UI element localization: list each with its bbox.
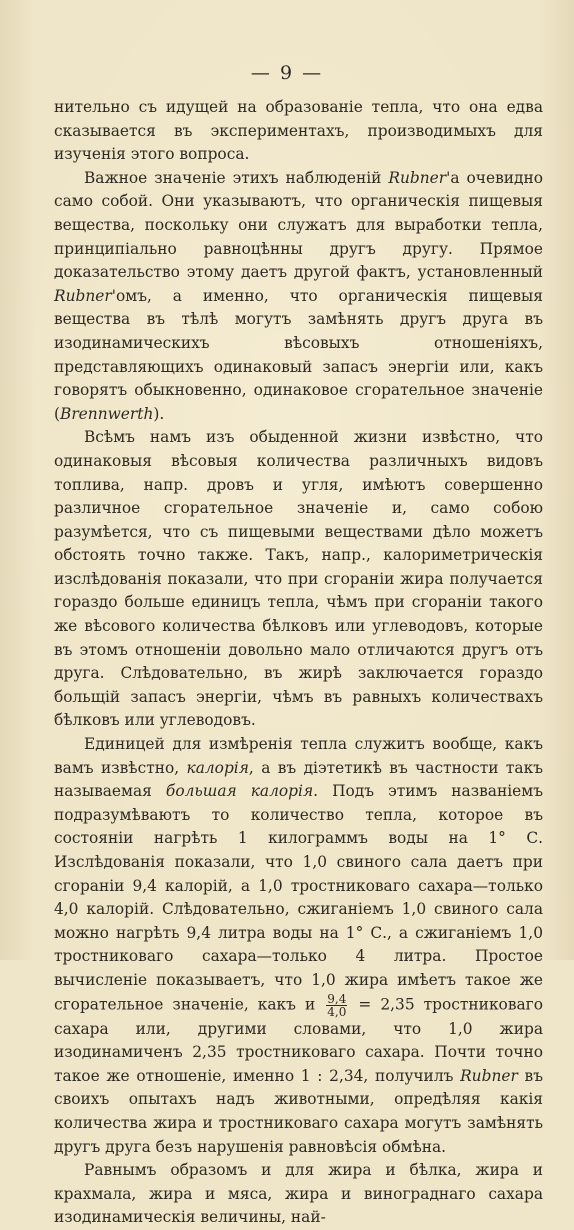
text-run: . Подъ этимъ названіемъ подразумѣваютъ то количество тепла, которое въ состояніи нагрѣть 1 килограммъ воды на 1° С. Изслѣдованія показали, что 1,0 свиного сала даетъ при сгораніи 9,4 калорій, а 1,0 тростниковаго сахара—только 4,0 калорій. Слѣдовательно, сжиганіемъ 1,0 свиного сала можно нагрѣть 9,4 литра воды на 1° С., а сжиганіемъ 1,0 тростниковаго сахара—только 4 литра. Простое вычисленіе показываетъ, что 1,0 жира имѣетъ такое же сгорательное значеніе, какъ и bbox=[54, 782, 543, 1014]
paragraph bbox=[54, 167, 543, 427]
page-number: — 9 — bbox=[250, 62, 324, 84]
paragraph bbox=[54, 426, 543, 733]
text-run: Всѣмъ намъ изъ обыденной жизни извѣстно, что одинаковыя вѣсовыя количества различныхъ видовъ топлива, напр. дровъ и угля, имѣютъ совершенно различное сгорательное значеніе и, само собою разумѣется, что съ пищевыми веществами дѣло можетъ обстоять точно также. Такъ, напр., калориметрическія изслѣдованія показали, что при сгораніи жира получается гораздо больше единицъ тепла, чѣмъ при сгораніи такого же вѣсового количества бѣлковъ или углеводовъ, которые въ этомъ отношеніи довольно мало отличаются другъ отъ друга. Слѣдовательно, въ жирѣ заключается гораздо больщій запасъ энергіи, чѣмъ въ равныхъ количествахъ бѣлковъ или углеводовъ. bbox=[54, 428, 543, 730]
text-run: = 2,35 тростниковаго сахара или, другими словами, что 1,0 жира изодинамиченъ 2,35 тростниковаго сахара. Почти точно такое же отношеніе, именно 1 : 2,34, получилъ bbox=[54, 995, 543, 1085]
paragraph bbox=[54, 96, 543, 167]
author-name: Rubner bbox=[460, 1066, 518, 1085]
emphasized-term: калорія bbox=[186, 758, 249, 777]
text-run: ). bbox=[153, 404, 165, 423]
text-run: 'омъ, а именно, что органическія пищевыя вещества въ тѣлѣ могутъ замѣнять другъ друга въ изодинамическихъ вѣсовыхъ отношеніяхъ, представляющихъ одинаковый запасъ энергіи или, какъ говорятъ обыкновенно, одинаковое сгорательное значеніе ( bbox=[54, 286, 543, 423]
text-body bbox=[54, 96, 543, 1230]
fraction-denominator: 4,0 bbox=[327, 1004, 347, 1019]
author-name: Rubner bbox=[54, 286, 112, 305]
emphasized-term: большая калорія bbox=[165, 782, 314, 801]
text-run: , а въ діэтетикѣ въ частности такъ называемая bbox=[54, 758, 543, 801]
text-run: въ своихъ опытахъ надъ животными, опредѣляя какія количества жира и тростниковаго сахара могутъ замѣнять другъ друга безъ нарушенія равновѣсія обмѣна. bbox=[54, 1066, 543, 1156]
text-run: нительно съ идущей на образованіе тепла, что она едва сказывается въ экспериментахъ, производимыхъ для изученія этого вопроса. bbox=[54, 98, 543, 164]
text-run: Равнымъ образомъ и для жира и бѣлка, жира и крахмала, жира и мяса, жира и винограднаго сахара изодинамическія величины, най- bbox=[54, 1161, 543, 1227]
fraction bbox=[326, 993, 347, 1018]
paragraph bbox=[54, 1159, 543, 1230]
author-name: Rubner bbox=[388, 168, 447, 187]
text-run: Единицей для измѣренія тепла служитъ вообще, какъ вамъ извѣстно, bbox=[54, 735, 543, 777]
paragraph bbox=[54, 733, 543, 1159]
author-name: Brennwerth bbox=[60, 404, 154, 423]
fraction-numerator: 9,4 bbox=[327, 991, 347, 1006]
text-run: Важное значеніе этихъ наблюденій bbox=[84, 168, 389, 187]
text-run: 'а очевидно само собой. Они указываютъ, что органическія пищевыя вещества, поскольку они служатъ для выработки тепла, принципіально равноцѣнны другъ другу. Прямое доказательство этому даетъ другой фактъ, установленный bbox=[54, 168, 543, 282]
